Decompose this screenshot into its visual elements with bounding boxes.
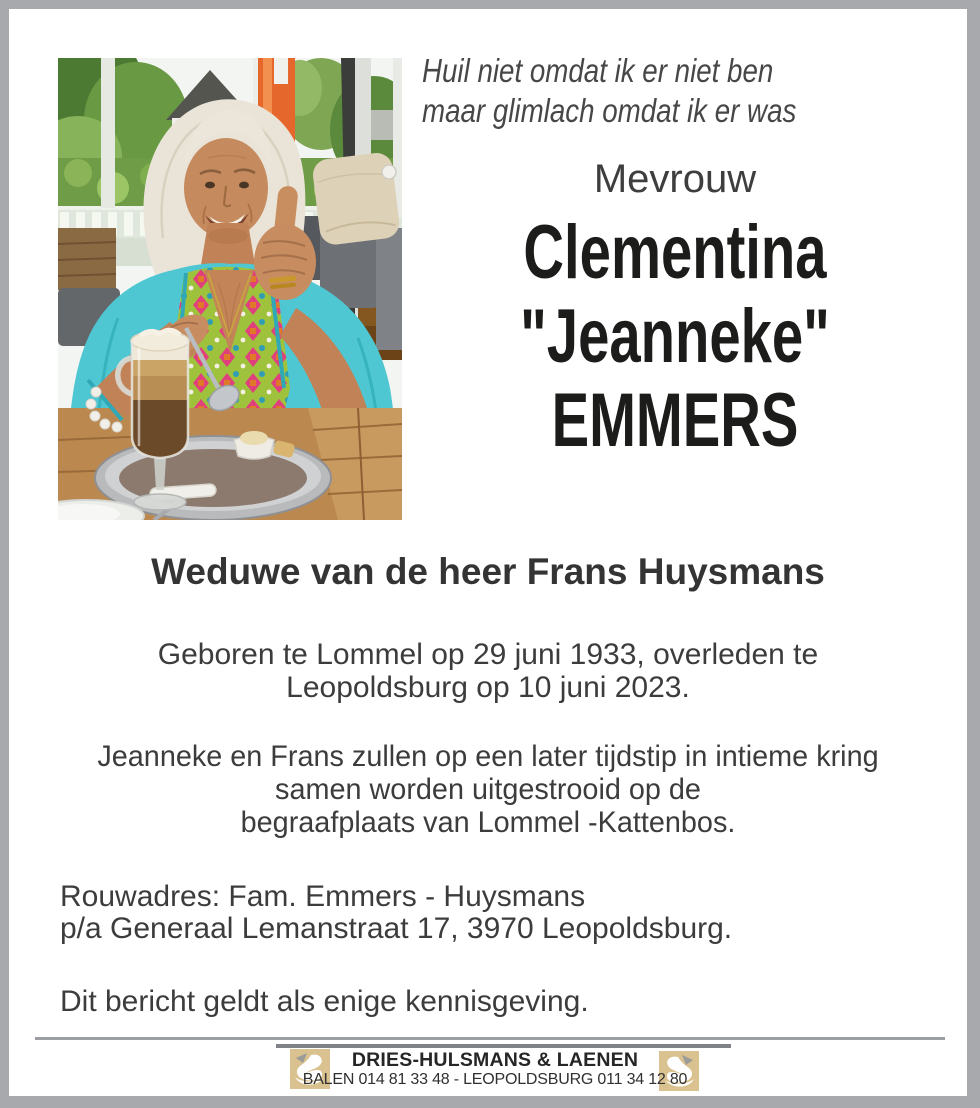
ceremony-line: begraafplaats van Lommel -Kattenbos.: [240, 806, 736, 839]
memorial-quote: [422, 51, 796, 131]
mourning-address-block: [60, 881, 732, 945]
mourning-address-line: p/a Generaal Lemanstraat 17, 3970 Leopoldsburg.: [60, 912, 733, 945]
ceremony-line: Jeanneke en Frans zullen op een later tijdstip in intieme kring: [97, 740, 879, 773]
deceased-name: [471, 211, 879, 463]
funeral-home-name: DRIES-HULSMANS & LAENEN: [351, 1049, 639, 1071]
born-died-block: [9, 638, 967, 704]
footer: [255, 1050, 735, 1089]
name-line-surname: EMMERS: [551, 378, 799, 463]
notice-line: Dit bericht geldt als enige kennisgeving.: [60, 985, 589, 1018]
name-line-first: Clementina: [523, 210, 827, 295]
footer-rule-long: [35, 1037, 945, 1040]
funeral-home-contact: BALEN 014 81 33 48 - LEOPOLDSBURG 011 34 12 80: [302, 1071, 688, 1088]
footer-rule-short: [276, 1044, 731, 1048]
pillow-tag: [382, 165, 396, 179]
ceremony-line: samen worden uitgestrooid op de: [275, 773, 701, 806]
quote-line: Huil niet omdat ik er niet ben: [422, 52, 774, 89]
name-line-nickname: "Jeanneke": [520, 294, 830, 379]
born-died-line: Geboren te Lommel op 29 juni 1933, overleden te: [157, 638, 819, 671]
ceremony-block: [28, 740, 948, 839]
salutation: Mevrouw: [593, 157, 757, 201]
born-died-line: Leopoldsburg op 10 juni 2023.: [286, 671, 690, 704]
quote-line: maar glimlach omdat ik er was: [422, 92, 797, 129]
widow-line: Weduwe van de heer Frans Huysmans: [151, 551, 825, 592]
portrait-photo: [58, 58, 402, 520]
photo-illustration: [58, 58, 402, 520]
mourning-address-line: Rouwadres: Fam. Emmers - Huysmans: [60, 880, 586, 913]
